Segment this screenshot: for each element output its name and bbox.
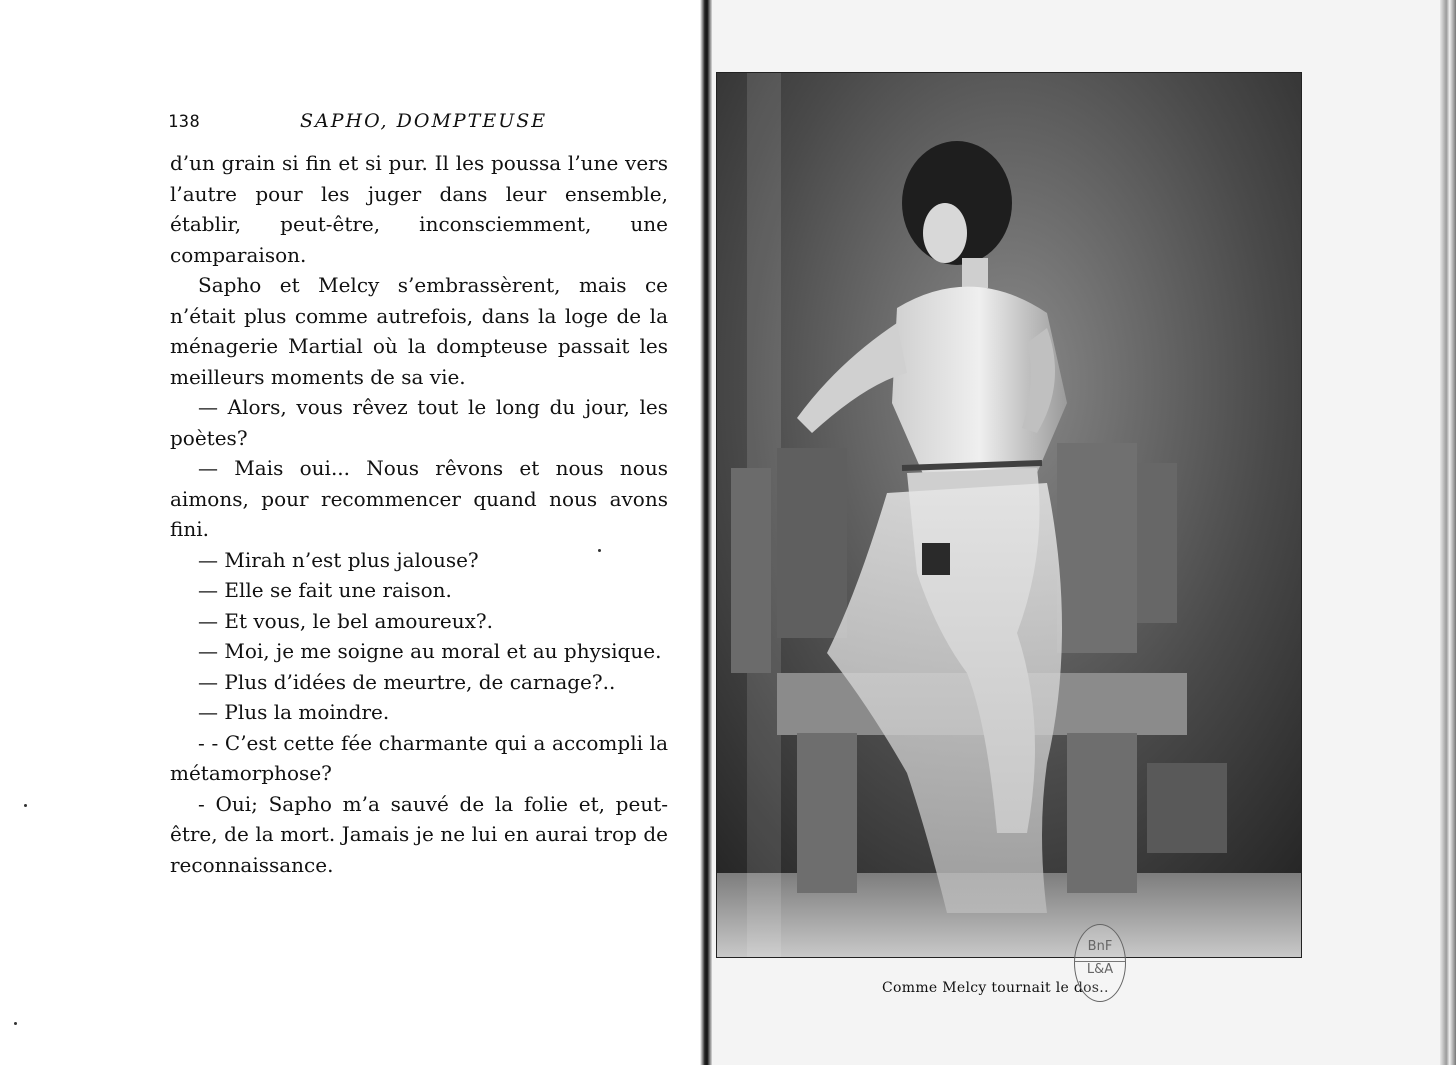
dialogue-line: — Plus d’idées de meurtre, de carnage?.. [198, 669, 616, 694]
paragraph: d’un grain si fin et si pur. Il les poussa l’une vers l’autre pour les juger dans leur ensemble, établir, peut-être, inconsciemment, une comparaison. [170, 151, 668, 267]
dialogue-line: — Alors, vous rêvez tout le long du jour, les poètes? [170, 395, 668, 450]
dialogue-line: — Plus la moindre. [198, 700, 390, 724]
photo-plate [716, 72, 1302, 958]
dialogue-line: — Moi, je me soigne au moral et au physique. [198, 639, 662, 663]
page-edge [1440, 0, 1456, 1065]
running-title: SAPHO, DOMPTEUSE [300, 110, 548, 132]
dialogue-line: — Et vous, le bel amoureux?. [198, 608, 493, 633]
stamp-text-top: BnF [1087, 939, 1113, 954]
print-speck [598, 549, 601, 552]
print-speck [24, 804, 27, 807]
stamp-text-bottom: L&A [1075, 961, 1125, 977]
plate-caption: Comme Melcy tournait le dos.. [882, 980, 1109, 996]
body-text [170, 148, 668, 880]
right-plate-page [712, 0, 1456, 1065]
photo-illustration [717, 73, 1301, 957]
book-gutter [700, 0, 712, 1065]
paragraph: Sapho et Melcy s’embrassèrent, mais ce n’était plus comme autrefois, dans la loge de la ménagerie Martial où la dompteuse passait les meilleurs moments de sa vie. [170, 273, 668, 389]
running-head [168, 110, 668, 140]
dialogue-line: - - C’est cette fée charmante qui a accompli la métamorphose? [170, 730, 668, 785]
dialogue-line: — Mirah n’est plus jalouse? [198, 547, 479, 572]
left-text-page [0, 0, 703, 1065]
print-speck [14, 1022, 17, 1025]
library-stamp [1074, 924, 1126, 1002]
dialogue-line: — Mais oui... Nous rêvons et nous nous aimons, pour recommencer quand nous avons fini. [170, 456, 668, 541]
dialogue-line: — Elle se fait une raison. [198, 578, 452, 602]
dialogue-line: - Oui; Sapho m’a sauvé de la folie et, peut-être, de la mort. Jamais je ne lui en aurai trop de reconnaissance. [170, 791, 668, 877]
page-number: 138 [168, 112, 201, 132]
